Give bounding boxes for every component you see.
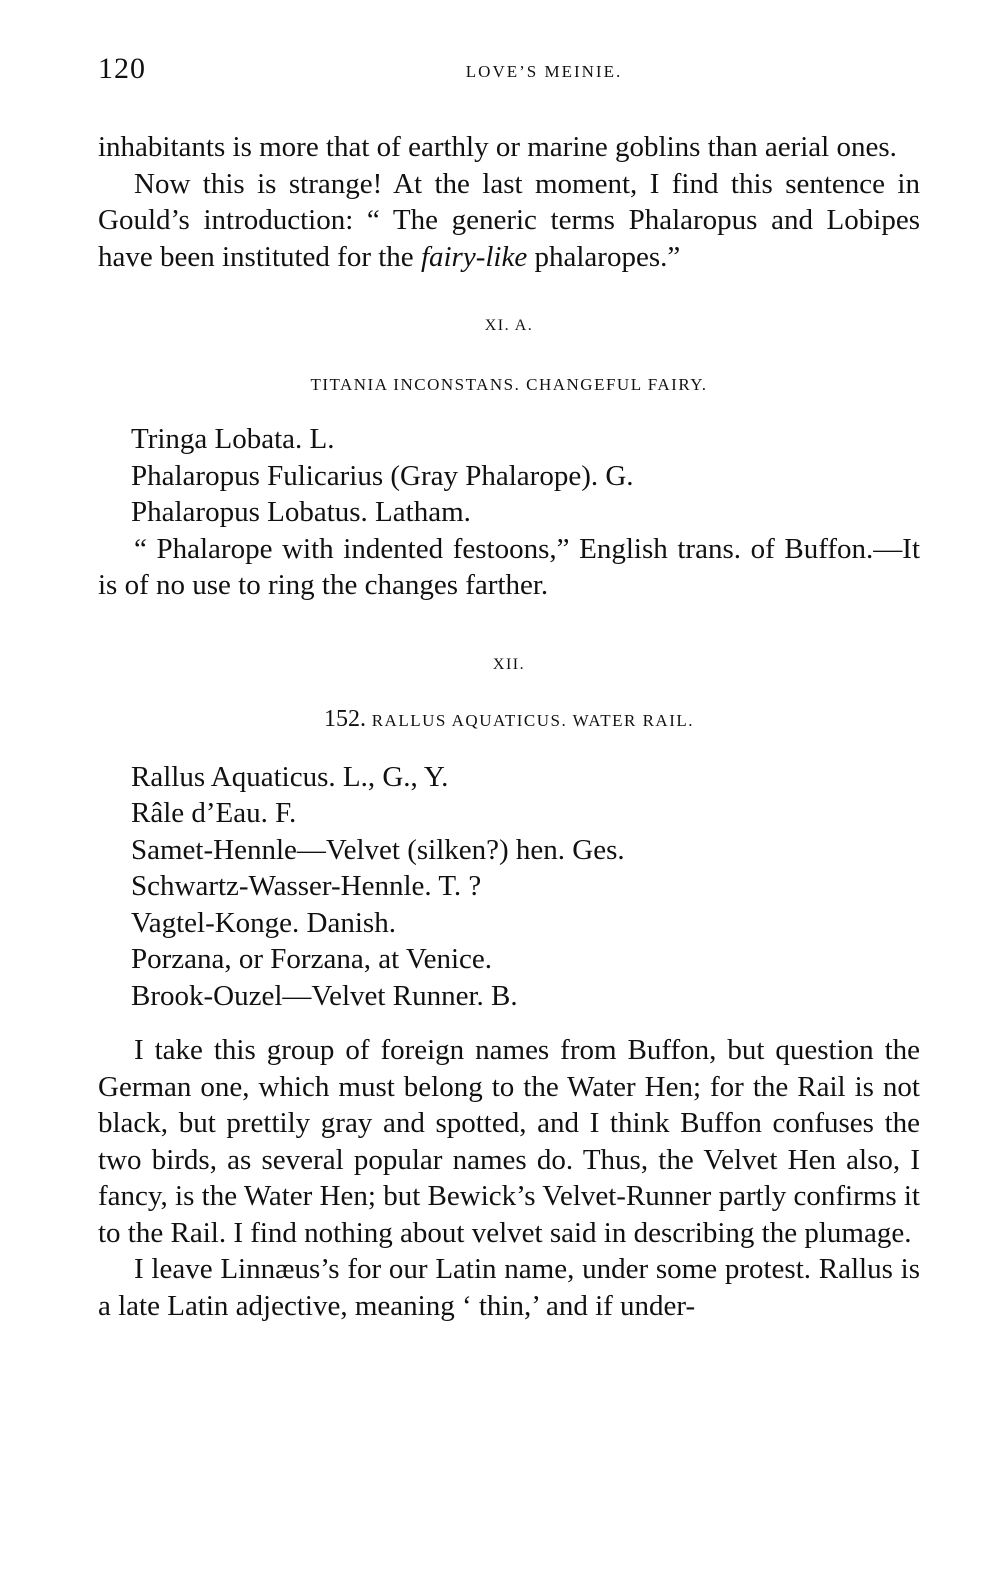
phalarope-paragraph: “ Phalarope with indented festoons,” English trans. of Buffon.—It is of no use to ring the changes farther. [98, 532, 920, 601]
synonym-item: Brook-Ouzel—Velvet Runner. B. [131, 979, 518, 1012]
gould-text-start: Now this is strange! At the last moment, I find this sentence in Gould’s introduction: “ The generic terms Phalaropus and Lobipes have been instituted for the [98, 167, 920, 273]
section-number-xii: XII. [492, 655, 526, 673]
synonym-list-xi-a [98, 421, 920, 531]
synonym-item: Schwartz-Wasser-Hennle. T. ? [131, 870, 482, 902]
synonym-item: Tringa Lobata. L. [131, 423, 335, 455]
section-number-xi-a: XI. A. [484, 317, 534, 334]
linnaeus-paragraph: I leave Linnæus’s for our Latin name, under some protest. Rallus is a late Latin adjective, meaning ‘ thin,’ and if under- [98, 1253, 920, 1322]
synonym-item: Phalaropus Fulicarius (Gray Phalarope). G. [131, 459, 634, 492]
running-title: LOVE’S MEINIE. [465, 62, 623, 81]
opening-paragraph: inhabitants is more that of earthly or marine goblins than aerial ones. [98, 131, 897, 163]
section-entry-number: 152. [323, 705, 366, 732]
synonym-item: Vagtel-Konge. Danish. [131, 906, 396, 939]
gould-text-end: phalaropes.” [527, 240, 681, 273]
buffon-paragraph: I take this group of foreign names from Buffon, but question the German one, which must belong to the Water Hen; for the Rail is not black, but prettily gray and spotted, and I think Buffon confuses the two birds, as several popular names do. Thus, the Velvet Hen also, I fancy, is the Water Hen; but Bewick’s Velvet-Runner partly confirms it to the Rail. I find nothing about velvet said in describing the plumage. [98, 1034, 920, 1249]
synonym-item: Samet-Hennle—Velvet (silken?) hen. Ges. [131, 833, 625, 866]
section-title-xii [98, 706, 920, 733]
book-page [98, 52, 920, 1324]
fairy-like-emphasis: fairy-like [420, 240, 528, 273]
section-title-text: RALLUS AQUATICUS. WATER RAIL. [371, 710, 695, 730]
section-title-xi-a: TITANIA INCONSTANS. CHANGEFUL FAIRY. [310, 375, 708, 394]
page-number: 120 [98, 52, 146, 85]
synonym-list-xii [98, 759, 920, 1015]
synonym-item: Rallus Aquaticus. L., G., Y. [131, 760, 449, 793]
synonym-item: Phalaropus Lobatus. Latham. [131, 496, 471, 528]
synonym-item: Râle d’Eau. F. [131, 797, 297, 829]
running-head [98, 52, 920, 92]
synonym-item: Porzana, or Forzana, at Venice. [131, 943, 493, 975]
gould-paragraph [98, 166, 920, 276]
